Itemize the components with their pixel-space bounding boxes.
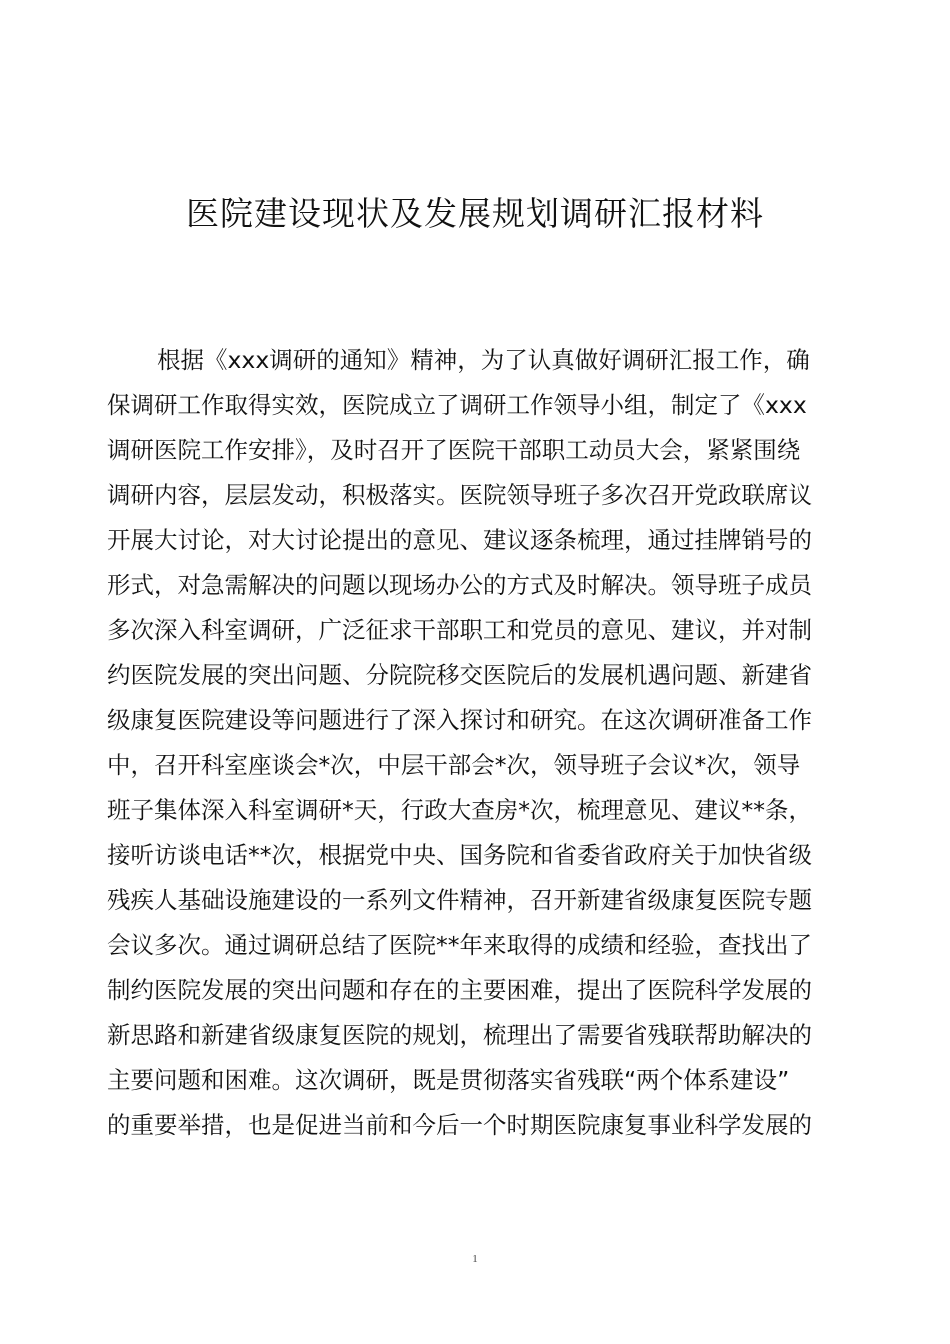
- page-number: 1: [472, 1253, 478, 1265]
- paragraph-line: 制约医院发展的突出问题和存在的主要困难，提出了医院科学发展的: [107, 976, 812, 1004]
- paragraph-line: 保调研工作取得实效，医院成立了调研工作领导小组，制定了《xxx: [107, 391, 807, 419]
- paragraph-line: 根据《xxx调研的通知》精神，为了认真做好调研汇报工作，确: [157, 346, 810, 374]
- body-paragraph: [107, 338, 852, 1148]
- document-title: 医院建设现状及发展规划调研汇报材料: [186, 194, 764, 233]
- paragraph-line: 多次深入科室调研，广泛征求干部职工和党员的意见、建议，并对制: [107, 616, 812, 644]
- paragraph-line: 中，召开科室座谈会*次，中层干部会*次，领导班子会议*次，领导: [107, 751, 801, 779]
- paragraph-line: 调研医院工作安排》，及时召开了医院干部职工动员大会，紧紧围绕: [107, 436, 801, 464]
- paragraph-line: 会议多次。通过调研总结了医院**年来取得的成绩和经验，查找出了: [107, 931, 812, 959]
- paragraph-line: 调研内容，层层发动，积极落实。医院领导班子多次召开党政联席议: [107, 481, 812, 509]
- paragraph-line: 接听访谈电话**次，根据党中央、国务院和省委省政府关于加快省级: [107, 841, 812, 869]
- paragraph-line: 班子集体深入科室调研*天，行政大查房*次，梳理意见、建议**条，: [107, 796, 812, 824]
- paragraph-line: 的重要举措，也是促进当前和今后一个时期医院康复事业科学发展的: [107, 1111, 812, 1139]
- paragraph-line: 开展大讨论，对大讨论提出的意见、建议逐条梳理，通过挂牌销号的: [107, 526, 812, 554]
- paragraph-line: 新思路和新建省级康复医院的规划，梳理出了需要省残联帮助解决的: [107, 1021, 812, 1049]
- paragraph-line: 主要问题和困难。这次调研，既是贯彻落实省残联“两个体系建设”: [107, 1066, 790, 1094]
- paragraph-line: 约医院发展的突出问题、分院院移交医院后的发展机遇问题、新建省: [107, 661, 812, 689]
- paragraph-line: 级康复医院建设等问题进行了深入探讨和研究。在这次调研准备工作: [107, 706, 812, 734]
- paragraph-line: 形式，对急需解决的问题以现场办公的方式及时解决。领导班子成员: [107, 571, 812, 599]
- paragraph-line: 残疾人基础设施建设的一系列文件精神，召开新建省级康复医院专题: [107, 886, 812, 914]
